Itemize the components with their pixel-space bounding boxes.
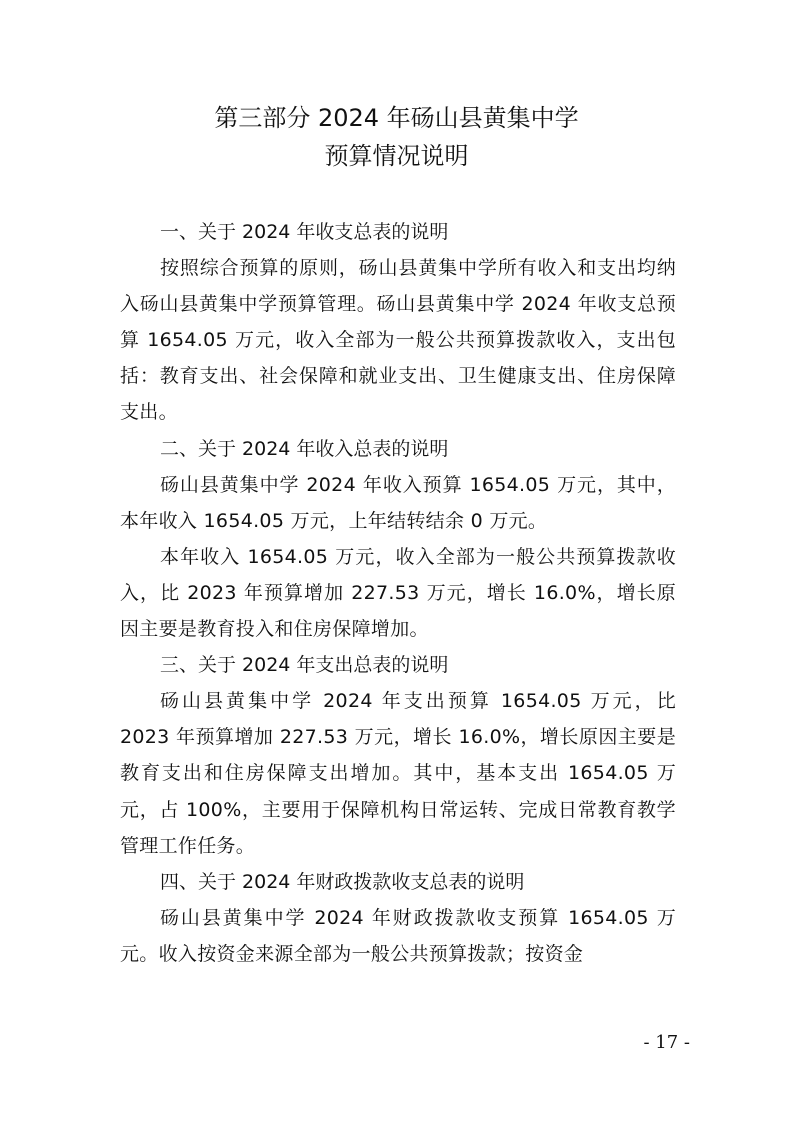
section-heading: 二、关于 2024 年收入总表的说明: [160, 437, 449, 460]
section-2: [120, 431, 676, 648]
document-body: [120, 214, 676, 972]
section-3: [120, 647, 676, 864]
section-paragraph: 砀山县黄集中学 2024 年收入预算 1654.05 万元，其中，本年收入 1654.05 万元，上年结转结余 0 万元。: [120, 473, 676, 532]
section-paragraph: 砀山县黄集中学 2024 年支出预算 1654.05 万元，比 2023 年预算增加 227.53 万元，增长 16.0%，增长原因主要是教育支出和住房保障支出增加。其中，基本支出 1654.05 万元，占 100%，主要用于保障机构日常运转、完成日常教育教学管理工作任务。: [120, 690, 676, 857]
section-1: [120, 214, 676, 431]
document-title-line-2: 预算情况说明: [324, 142, 469, 170]
section-paragraph: 本年收入 1654.05 万元，收入全部为一般公共预算拨款收入，比 2023 年预算增加 227.53 万元，增长 16.0%，增长原因主要是教育投入和住房保障增加。: [120, 545, 676, 641]
page-number: - 17 -: [643, 1032, 690, 1053]
section-paragraph: 砀山县黄集中学 2024 年财政拨款收支预算 1654.05 万元。收入按资金来源全部为一般公共预算拨款；按资金: [120, 906, 676, 965]
section-heading: 一、关于 2024 年收支总表的说明: [160, 221, 449, 243]
section-4: [120, 864, 676, 972]
section-heading: 三、关于 2024 年支出总表的说明: [160, 654, 449, 677]
section-paragraph: 按照综合预算的原则，砀山县黄集中学所有收入和支出均纳入砀山县黄集中学预算管理。砀山县黄集中学 2024 年收支总预算 1654.05 万元，收入全部为一般公共预算拨款收入，支出包括：教育支出、社会保障和就业支出、卫生健康支出、住房保障支出。: [120, 257, 676, 424]
document-title-line-1: 第三部分 2024 年砀山县黄集中学: [214, 104, 579, 132]
section-heading: 四、关于 2024 年财政拨款收支总表的说明: [160, 870, 525, 893]
